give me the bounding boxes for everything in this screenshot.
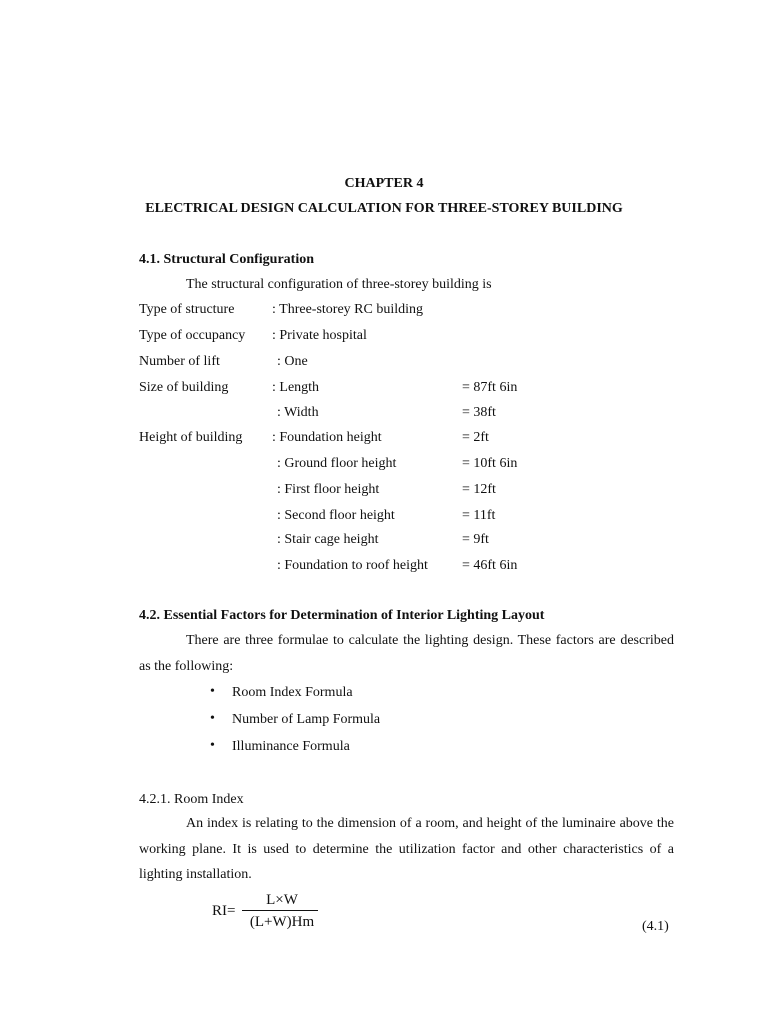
row-value: : Stair cage height <box>277 532 379 547</box>
row-amount: = 10ft 6in <box>462 456 518 471</box>
row-label: Type of occupancy <box>139 328 246 343</box>
row-value: : Width <box>277 405 319 420</box>
row-value: : Private hospital <box>272 328 367 343</box>
row-value: : One <box>277 354 308 369</box>
row-value: : Ground floor height <box>277 456 397 471</box>
bullet-item: Number of Lamp Formula <box>232 712 381 727</box>
row-value: : Second floor height <box>277 508 395 523</box>
formula-denominator: (L+W)Hm <box>249 914 315 930</box>
row-amount: = 9ft <box>462 532 489 547</box>
row-amount: = 2ft <box>462 430 489 445</box>
formula-lhs: RI= <box>212 903 236 919</box>
section-intro: The structural configuration of three-storey building is <box>186 277 492 292</box>
row-amount: = 87ft 6in <box>462 380 518 395</box>
row-value: : Length <box>272 380 320 395</box>
row-amount: = 46ft 6in <box>462 558 518 573</box>
bullet-icon: • <box>210 684 215 699</box>
row-value: : Three-storey RC building <box>272 302 423 317</box>
row-label: Type of structure <box>139 302 235 317</box>
formula-fraction <box>242 890 322 933</box>
bullet-item: Illuminance Formula <box>232 739 350 754</box>
row-label: Number of lift <box>139 354 220 369</box>
row-label: Size of building <box>139 380 229 395</box>
section-heading-4-2: 4.2. Essential Factors for Determination of Interior Lighting Layout <box>139 608 545 623</box>
row-amount: = 12ft <box>462 482 496 497</box>
section-paragraph: There are three formulae to calculate the lighting design. These factors are described as the following: <box>139 633 674 674</box>
equation-number: (4.1) <box>642 919 669 934</box>
row-label: Height of building <box>139 430 243 445</box>
subsection-paragraph: An index is relating to the dimension of a room, and height of the luminaire above the working plane. It is used to determine the utilization factor and other characteristics of a lighting installation. <box>139 816 674 882</box>
bullet-icon: • <box>210 711 215 726</box>
room-index-formula <box>212 890 322 938</box>
row-value: : Foundation to roof height <box>277 558 428 573</box>
row-value: : First floor height <box>277 482 380 497</box>
bullet-icon: • <box>210 738 215 753</box>
chapter-label: CHAPTER 4 <box>344 176 424 191</box>
section-heading-4-1: 4.1. Structural Configuration <box>139 252 314 267</box>
row-amount: = 11ft <box>462 508 496 523</box>
chapter-title: ELECTRICAL DESIGN CALCULATION FOR THREE-STOREY BUILDING <box>145 201 623 216</box>
formula-numerator: L×W <box>266 892 298 908</box>
row-value: : Foundation height <box>272 430 382 445</box>
bullet-item: Room Index Formula <box>232 685 353 700</box>
row-amount: = 38ft <box>462 405 496 420</box>
subsection-heading: 4.2.1. Room Index <box>139 792 244 807</box>
